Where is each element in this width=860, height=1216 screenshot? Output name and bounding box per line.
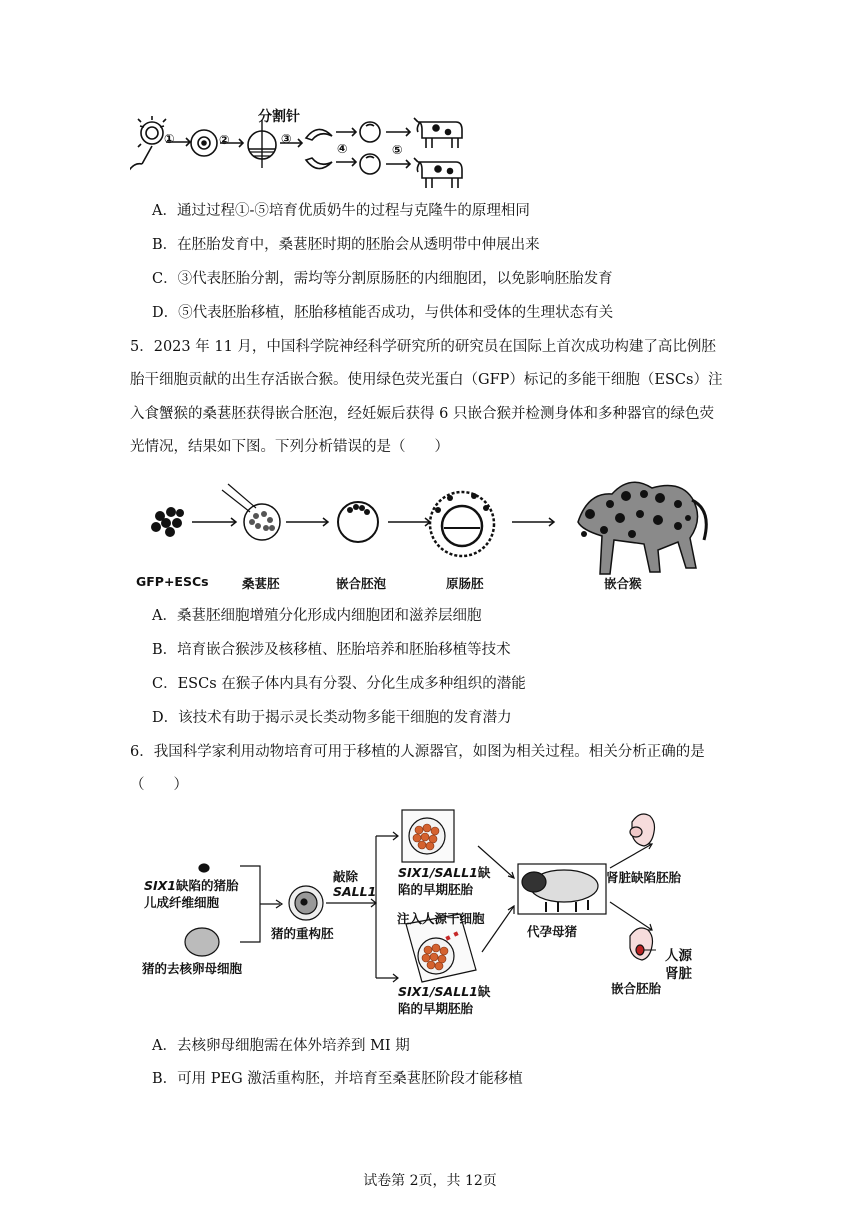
oocyte-label: 猪的去核卵母细胞 xyxy=(142,961,243,976)
step-3-label: ③ xyxy=(281,131,292,146)
step-2-label: ② xyxy=(219,132,230,147)
label-morula: 桑葚胚 xyxy=(242,576,280,591)
knockout-gene-label: SALL1 xyxy=(333,884,377,899)
q4-option-b: B．在胚胎发育中，桑葚胚时期的胚胎会从透明带中伸展出来 xyxy=(152,237,540,253)
q4-option-a: A．通过过程①-⑤培育优质奶牛的过程与克隆牛的原理相同 xyxy=(152,203,530,219)
fibroblast-label: SIX1缺陷的猪胎 xyxy=(144,878,239,893)
human-kidney-label-line2: 肾脏 xyxy=(665,966,692,982)
page-footer: 试卷第 2页，共 12页 xyxy=(363,1173,497,1189)
q5-option-a: A．桑葚胚细胞增殖分化形成内细胞团和滋养层细胞 xyxy=(152,608,482,624)
human-kidney-label: 人源 xyxy=(665,948,692,964)
q5-stem-line-3: 入食蟹猴的桑葚胚获得嵌合胚泡，经妊娠后获得 6 只嵌合猴并检测身体和多种器官的绿色荧 xyxy=(130,406,714,422)
step-5-label: ⑤ xyxy=(392,142,403,157)
surrogate-label: 代孕母猪 xyxy=(527,924,578,939)
q5-option-b: B．培育嵌合猴涉及核移植、胚胎培养和胚胎移植等技术 xyxy=(152,642,511,658)
chimera-embryo-label: 嵌合胚胎 xyxy=(611,981,662,996)
reconstructed-embryo-label: 猪的重构胚 xyxy=(271,926,334,941)
embryo-top-label-line2: 陷的早期胚胎 xyxy=(398,882,474,897)
label-gastrula: 原肠胚 xyxy=(446,576,484,591)
embryo-bottom-label: SIX1/SALL1缺 xyxy=(398,984,491,999)
embryo-top-label: SIX1/SALL1缺 xyxy=(398,865,491,880)
step-4-label: ④ xyxy=(337,141,348,156)
q4-option-d: D．⑤代表胚胎移植，胚胎移植能否成功，与供体和受体的生理状态有关 xyxy=(152,305,614,321)
q5-option-c: C．ESCs 在猴子体内具有分裂、分化生成多种组织的潜能 xyxy=(152,676,526,692)
chimeric-monkey-figure xyxy=(140,470,720,580)
kidney-defect-label: 肾脏缺陷胚胎 xyxy=(606,870,682,885)
needle-label: 分割针 xyxy=(258,109,300,125)
q5-option-d: D．该技术有助于揭示灵长类动物多能干细胞的发育潜力 xyxy=(152,710,512,726)
q6-option-a: A．去核卵母细胞需在体外培养到 MI 期 xyxy=(152,1038,410,1054)
label-chimeric-blastocyst: 嵌合胚泡 xyxy=(336,576,387,591)
q6-stem-line-1: 6．我国科学家利用动物培育可用于移植的人源器官，如图为相关过程。相关分析正确的是 xyxy=(130,744,705,760)
label-chimeric-monkey: 嵌合猴 xyxy=(604,576,642,591)
embryo-splitting-figure xyxy=(130,100,490,196)
q6-option-b: B．可用 PEG 激活重构胚，并培育至桑葚胚阶段才能移植 xyxy=(152,1071,523,1087)
knockout-label: 敲除 xyxy=(333,869,359,884)
q5-stem-line-4: 光情况，结果如下图。下列分析错误的是（ ） xyxy=(130,439,449,455)
q4-option-c: C．③代表胚胎分割，需均等分割原肠胚的内细胞团，以免影响胚胎发育 xyxy=(152,271,613,287)
fibroblast-label-line2: 儿成纤维细胞 xyxy=(144,895,220,910)
step-1-label: ① xyxy=(164,131,175,146)
label-gfp-escs: GFP+ESCs xyxy=(136,574,209,589)
q5-stem-line-2: 胎干细胞贡献的出生存活嵌合猴。使用绿色荧光蛋白（GFP）标记的多能干细胞（ESCs）注 xyxy=(130,372,723,388)
embryo-bottom-label-line2: 陷的早期胚胎 xyxy=(398,1001,474,1016)
q5-stem-line-1: 5．2023 年 11 月，中国科学院神经科学研究所的研究员在国际上首次成功构建了高比例胚 xyxy=(130,339,716,355)
q6-stem-line-2: （ ） xyxy=(130,777,188,793)
inject-label: 注入人源干细胞 xyxy=(397,911,485,926)
